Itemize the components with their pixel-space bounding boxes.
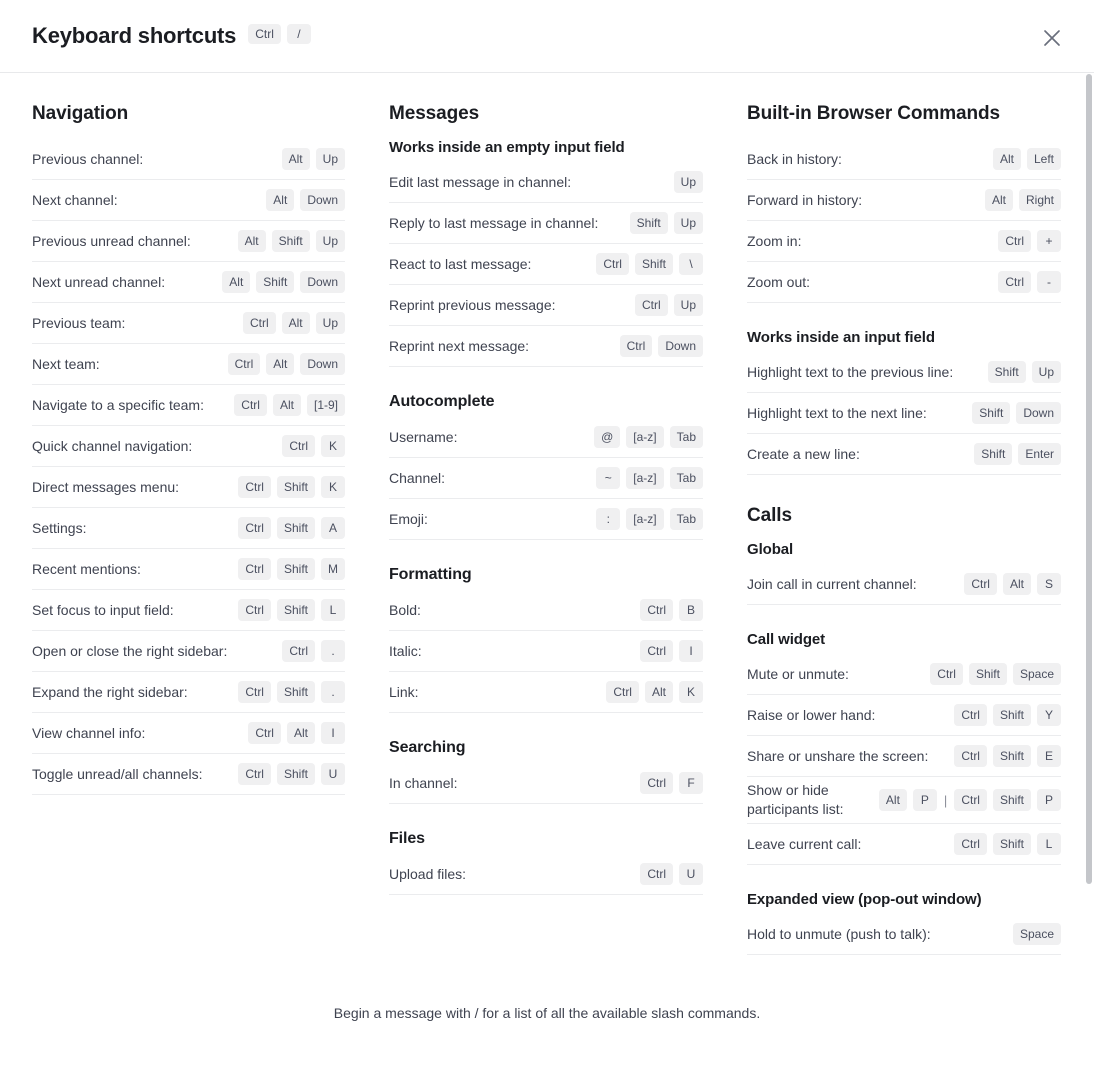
shortcut-row-previous-channel — [32, 139, 345, 180]
modal-header — [0, 0, 1094, 73]
key-chip: Shift — [993, 745, 1031, 767]
shortcut-row-recent-mentions — [32, 549, 345, 590]
key-chip: Ctrl — [238, 681, 271, 703]
key-chip: Ctrl — [640, 772, 673, 794]
key-chip: Shift — [277, 558, 315, 580]
key-chip: . — [321, 640, 345, 662]
shortcut-keys — [640, 772, 703, 794]
key-chip: Shift — [277, 599, 315, 621]
shortcut-label: Upload files: — [389, 865, 467, 882]
shortcut-row-next-channel — [32, 180, 345, 221]
shortcut-keys — [238, 517, 345, 539]
key-chip: Ctrl — [282, 435, 315, 457]
key-chip: Up — [316, 230, 345, 252]
shortcut-label: Back in history: — [747, 150, 842, 167]
shortcut-row-leave-current-call — [747, 824, 1061, 865]
key-chip: Shift — [272, 230, 310, 252]
key-chip: : — [596, 508, 620, 530]
key-chip: E — [1037, 745, 1061, 767]
shortcut-keys — [630, 212, 703, 234]
key-chip: Ctrl — [248, 24, 281, 44]
shortcut-label: Link: — [389, 683, 419, 700]
key-chip: Ctrl — [248, 722, 281, 744]
key-chip: Alt — [222, 271, 250, 293]
key-chip: P — [913, 789, 937, 811]
shortcut-keys — [243, 312, 345, 334]
key-separator: | — [943, 792, 948, 808]
key-chip: Ctrl — [620, 335, 653, 357]
key-chip: / — [287, 24, 311, 44]
shortcut-row-username — [389, 417, 703, 458]
shortcut-row-emoji-autocomplete — [389, 499, 703, 540]
shortcut-row-highlight-next-line — [747, 393, 1061, 434]
key-chip: U — [679, 863, 703, 885]
key-chip: Shift — [635, 253, 673, 275]
key-chip: U — [321, 763, 345, 785]
shortcut-keys — [964, 573, 1061, 595]
key-chip: @ — [594, 426, 620, 448]
shortcut-label: Settings: — [32, 519, 87, 536]
shortcut-label: Direct messages menu: — [32, 478, 180, 495]
key-chip: Space — [1013, 923, 1061, 945]
key-chip: - — [1037, 271, 1061, 293]
title-shortcut-keys — [248, 24, 311, 44]
shortcut-keys — [930, 663, 1061, 685]
shortcut-keys — [282, 148, 345, 170]
key-chip: Up — [316, 312, 345, 334]
footer-hint: Begin a message with / for a list of all the available slash commands. — [333, 1005, 761, 1021]
shortcut-label: Quick channel navigation: — [32, 437, 193, 454]
key-chip: + — [1037, 230, 1061, 252]
key-chip: Shift — [277, 681, 315, 703]
shortcut-keys — [985, 189, 1061, 211]
key-chip: Down — [658, 335, 703, 357]
shortcut-keys — [228, 353, 345, 375]
key-chip: Shift — [988, 361, 1026, 383]
shortcut-label: Recent mentions: — [32, 560, 141, 577]
key-chip: Shift — [256, 271, 294, 293]
key-chip: Ctrl — [282, 640, 315, 662]
key-chip: Shift — [972, 402, 1010, 424]
subsection-title-call-widget: Call widget — [747, 631, 826, 648]
shortcut-keys — [266, 189, 345, 211]
shortcut-label: Reply to last message in channel: — [389, 214, 599, 231]
shortcut-keys — [974, 443, 1061, 465]
shortcut-keys — [993, 148, 1061, 170]
shortcut-keys — [596, 253, 703, 275]
shortcut-row-share-screen — [747, 736, 1061, 777]
shortcut-label: In channel: — [389, 774, 458, 791]
shortcut-row-navigate-to-specific-team — [32, 385, 345, 426]
key-chip: Alt — [985, 189, 1013, 211]
shortcut-row-next-team — [32, 344, 345, 385]
key-chip: \ — [679, 253, 703, 275]
shortcut-label: Previous team: — [32, 314, 126, 331]
shortcut-keys — [972, 402, 1061, 424]
key-chip: Enter — [1018, 443, 1061, 465]
shortcut-row-hold-to-unmute — [747, 914, 1061, 955]
key-chip: Down — [300, 189, 345, 211]
shortcut-row-channel-autocomplete — [389, 458, 703, 499]
key-chip: Shift — [993, 789, 1031, 811]
key-chip: Down — [300, 353, 345, 375]
shortcut-label: Join call in current channel: — [747, 575, 917, 592]
key-chip: Ctrl — [954, 789, 987, 811]
section-title-navigation: Navigation — [32, 103, 129, 124]
shortcut-keys — [640, 640, 703, 662]
key-chip: Up — [316, 148, 345, 170]
key-chip: Alt — [238, 230, 266, 252]
shortcut-label: Share or unshare the screen: — [747, 747, 929, 764]
key-chip: Tab — [670, 508, 703, 530]
key-chip: Up — [674, 294, 703, 316]
key-chip: Y — [1037, 704, 1061, 726]
key-chip: K — [679, 681, 703, 703]
key-chip: [a-z] — [626, 467, 663, 489]
shortcut-row-show-hide-participants — [747, 777, 1061, 824]
shortcut-row-view-channel-info — [32, 713, 345, 754]
key-chip: Ctrl — [635, 294, 668, 316]
shortcut-label: Next channel: — [32, 191, 118, 208]
key-chip: B — [679, 599, 703, 621]
key-chip: Shift — [993, 833, 1031, 855]
key-chip: Ctrl — [238, 476, 271, 498]
shortcut-keys — [635, 294, 703, 316]
key-chip: Ctrl — [964, 573, 997, 595]
key-chip: Shift — [277, 476, 315, 498]
key-chip: Alt — [266, 353, 294, 375]
subsection-title-global: Global — [747, 541, 794, 558]
key-chip: . — [321, 681, 345, 703]
shortcut-row-reprint-previous-message — [389, 285, 703, 326]
key-chip: Ctrl — [640, 640, 673, 662]
shortcut-row-quick-channel-navigation — [32, 426, 345, 467]
shortcut-keys — [998, 271, 1061, 293]
shortcut-keys — [879, 789, 1061, 811]
shortcut-row-edit-last-message — [389, 162, 703, 203]
shortcut-row-direct-messages-menu — [32, 467, 345, 508]
shortcut-label: Set focus to input field: — [32, 601, 174, 618]
key-chip: Shift — [277, 517, 315, 539]
shortcut-label: Create a new line: — [747, 445, 860, 462]
key-chip: I — [679, 640, 703, 662]
shortcut-row-zoom-in — [747, 221, 1061, 262]
shortcut-label: Reprint previous message: — [389, 296, 556, 313]
key-chip: Tab — [670, 467, 703, 489]
shortcut-keys — [238, 476, 345, 498]
shortcut-keys — [640, 863, 703, 885]
key-chip: Alt — [282, 312, 310, 334]
shortcut-row-expand-right-sidebar — [32, 672, 345, 713]
shortcut-keys — [988, 361, 1061, 383]
shortcut-keys — [234, 394, 345, 416]
shortcut-row-reprint-next-message — [389, 326, 703, 367]
close-icon[interactable] — [1036, 22, 1068, 54]
key-chip: K — [321, 476, 345, 498]
shortcut-label: Forward in history: — [747, 191, 863, 208]
subsection-title-searching: Searching — [389, 739, 466, 756]
key-chip: Alt — [287, 722, 315, 744]
shortcut-label: View channel info: — [32, 724, 146, 741]
shortcut-row-settings — [32, 508, 345, 549]
shortcut-row-reply-to-last-message — [389, 203, 703, 244]
key-chip: Ctrl — [238, 517, 271, 539]
shortcut-row-link — [389, 672, 703, 713]
key-chip: A — [321, 517, 345, 539]
shortcut-row-forward-in-history — [747, 180, 1061, 221]
shortcut-row-mute-or-unmute — [747, 654, 1061, 695]
shortcut-label: Reprint next message: — [389, 337, 530, 354]
key-chip: Ctrl — [954, 704, 987, 726]
shortcut-row-back-in-history — [747, 139, 1061, 180]
key-chip: Up — [674, 171, 703, 193]
key-chip: I — [321, 722, 345, 744]
shortcut-keys — [954, 704, 1061, 726]
key-chip: Alt — [645, 681, 673, 703]
shortcut-label: Raise or lower hand: — [747, 706, 876, 723]
shortcut-label: React to last message: — [389, 255, 532, 272]
shortcut-keys — [1013, 923, 1061, 945]
shortcut-label: Channel: — [389, 469, 446, 486]
column-browser-commands — [747, 103, 1061, 955]
key-chip: Alt — [1003, 573, 1031, 595]
shortcut-keys — [954, 745, 1061, 767]
key-chip: P — [1037, 789, 1061, 811]
key-chip: Down — [300, 271, 345, 293]
shortcut-label: Bold: — [389, 601, 421, 618]
shortcut-label: Toggle unread/all channels: — [32, 765, 203, 782]
shortcut-keys — [238, 681, 345, 703]
key-chip: Up — [1032, 361, 1061, 383]
shortcut-row-in-channel — [389, 763, 703, 804]
shortcut-row-next-unread-channel — [32, 262, 345, 303]
key-chip: Ctrl — [998, 230, 1031, 252]
key-chip: Space — [1013, 663, 1061, 685]
shortcut-row-toggle-unread-all-channels — [32, 754, 345, 795]
subsection-title-formatting: Formatting — [389, 566, 472, 583]
page-title: Keyboard shortcuts — [32, 23, 237, 48]
shortcut-label: Emoji: — [389, 510, 428, 527]
shortcut-row-set-focus-to-input-field — [32, 590, 345, 631]
key-chip: [a-z] — [626, 508, 663, 530]
key-chip: ~ — [596, 467, 620, 489]
shortcut-row-italic — [389, 631, 703, 672]
key-chip: Ctrl — [238, 558, 271, 580]
shortcut-keys — [282, 640, 345, 662]
shortcut-label: Edit last message in channel: — [389, 173, 572, 190]
key-chip: Ctrl — [640, 599, 673, 621]
key-chip: Ctrl — [234, 394, 267, 416]
shortcut-columns — [0, 73, 1094, 955]
shortcut-row-create-new-line — [747, 434, 1061, 475]
shortcut-label: Highlight text to the next line: — [747, 404, 927, 421]
key-chip: Alt — [273, 394, 301, 416]
shortcut-keys — [998, 230, 1061, 252]
key-chip: Ctrl — [596, 253, 629, 275]
shortcut-keys — [238, 558, 345, 580]
key-chip: S — [1037, 573, 1061, 595]
column-navigation — [32, 103, 345, 955]
shortcut-row-join-call — [747, 564, 1061, 605]
key-chip: Ctrl — [954, 833, 987, 855]
key-chip: K — [321, 435, 345, 457]
key-chip: Shift — [630, 212, 668, 234]
key-chip: Left — [1027, 148, 1061, 170]
key-chip: Ctrl — [238, 599, 271, 621]
key-chip: Ctrl — [998, 271, 1031, 293]
shortcut-keys — [238, 599, 345, 621]
shortcut-label: Previous unread channel: — [32, 232, 191, 249]
shortcut-keys — [596, 467, 703, 489]
shortcut-row-zoom-out — [747, 262, 1061, 303]
key-chip: Ctrl — [238, 763, 271, 785]
key-chip: Alt — [266, 189, 294, 211]
shortcut-label: Highlight text to the previous line: — [747, 363, 954, 380]
shortcut-row-upload-files — [389, 854, 703, 895]
shortcut-label: Hold to unmute (push to talk): — [747, 925, 931, 942]
subsection-title-inside-input-field: Works inside an input field — [747, 329, 935, 346]
key-chip: Alt — [993, 148, 1021, 170]
shortcut-label: Username: — [389, 428, 458, 445]
shortcut-row-react-to-last-message — [389, 244, 703, 285]
key-chip: L — [1037, 833, 1061, 855]
shortcut-row-bold — [389, 590, 703, 631]
shortcut-row-open-or-close-right-sidebar — [32, 631, 345, 672]
shortcut-label: Show or hide participants list: — [747, 782, 844, 817]
shortcut-label: Mute or unmute: — [747, 665, 849, 682]
key-chip: Down — [1016, 402, 1061, 424]
shortcut-label: Leave current call: — [747, 835, 862, 852]
key-chip: Ctrl — [228, 353, 261, 375]
key-chip: Up — [674, 212, 703, 234]
subsection-title-files: Files — [389, 830, 425, 847]
shortcut-label: Expand the right sidebar: — [32, 683, 188, 700]
column-messages — [389, 103, 703, 955]
shortcut-row-highlight-previous-line — [747, 352, 1061, 393]
key-chip: Shift — [969, 663, 1007, 685]
key-chip: L — [321, 599, 345, 621]
shortcut-row-previous-team — [32, 303, 345, 344]
key-chip: Alt — [879, 789, 907, 811]
subsection-title-autocomplete: Autocomplete — [389, 393, 495, 410]
shortcut-keys — [238, 230, 345, 252]
key-chip: F — [679, 772, 703, 794]
shortcut-keys — [282, 435, 345, 457]
shortcut-keys — [640, 599, 703, 621]
section-title-calls: Calls — [747, 505, 792, 526]
shortcut-keys — [248, 722, 345, 744]
shortcut-keys — [674, 171, 703, 193]
key-chip: Ctrl — [606, 681, 639, 703]
key-chip: Ctrl — [954, 745, 987, 767]
shortcut-keys — [222, 271, 345, 293]
shortcut-keys — [238, 763, 345, 785]
key-chip: Right — [1019, 189, 1061, 211]
key-chip: Shift — [277, 763, 315, 785]
shortcut-keys — [620, 335, 703, 357]
section-title-messages: Messages — [389, 103, 480, 124]
shortcut-keys — [596, 508, 703, 530]
key-chip: Alt — [282, 148, 310, 170]
key-chip: Tab — [670, 426, 703, 448]
key-chip: M — [321, 558, 345, 580]
key-chip: Ctrl — [640, 863, 673, 885]
shortcut-row-previous-unread-channel — [32, 221, 345, 262]
shortcut-keys — [594, 426, 703, 448]
section-title-browser-commands: Built-in Browser Commands — [747, 103, 1000, 124]
shortcut-row-raise-or-lower-hand — [747, 695, 1061, 736]
subsection-title-expanded-view: Expanded view (pop-out window) — [747, 891, 982, 908]
shortcut-label: Italic: — [389, 642, 422, 659]
shortcut-label: Navigate to a specific team: — [32, 396, 204, 413]
shortcut-keys — [954, 833, 1061, 855]
shortcut-keys — [606, 681, 703, 703]
shortcut-label: Open or close the right sidebar: — [32, 642, 228, 659]
shortcut-label: Zoom out: — [747, 273, 811, 290]
subsection-title-empty-input-field: Works inside an empty input field — [389, 139, 625, 156]
shortcut-label: Next team: — [32, 355, 100, 372]
key-chip: Shift — [974, 443, 1012, 465]
key-chip: Ctrl — [243, 312, 276, 334]
shortcut-label: Zoom in: — [747, 232, 802, 249]
shortcut-label: Previous channel: — [32, 150, 144, 167]
key-chip: [a-z] — [626, 426, 663, 448]
key-chip: Shift — [993, 704, 1031, 726]
vertical-scrollbar[interactable] — [1086, 74, 1092, 884]
key-chip: [1-9] — [307, 394, 345, 416]
shortcut-label: Next unread channel: — [32, 273, 166, 290]
key-chip: Ctrl — [930, 663, 963, 685]
